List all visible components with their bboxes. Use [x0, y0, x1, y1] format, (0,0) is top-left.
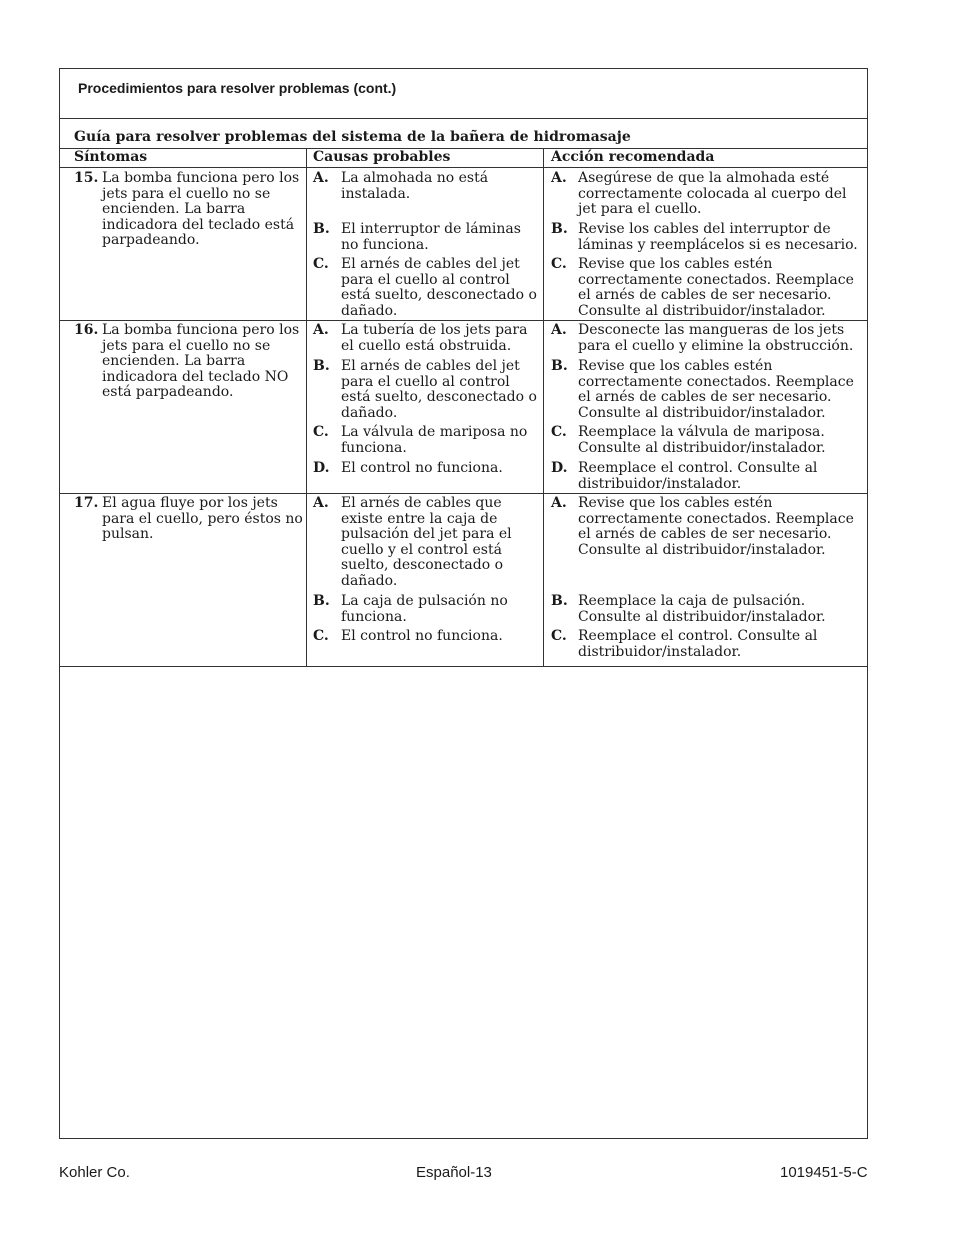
text-line: jets para el cuello no se [102, 337, 271, 354]
text-line: está parpadeando. [102, 384, 234, 400]
text-line: correctamente conectados. Reemplace [578, 510, 854, 527]
text-line: suelto, desconectado o [341, 557, 504, 573]
text-line: dañado. [341, 572, 398, 589]
text-line: encienden. La barra [102, 353, 246, 369]
cause-text [341, 359, 541, 421]
action-letter: A. [551, 322, 567, 338]
text-line: Reemplace la caja de pulsación. [578, 593, 806, 609]
action-text [578, 222, 868, 253]
text-line: pulsan. [102, 526, 154, 542]
action-text [578, 594, 868, 625]
text-line: distribuidor/instalador. [578, 475, 742, 492]
text-line: correctamente conectados. Reemplace [578, 373, 854, 390]
text-line: Consulte al distribuidor/instalador. [578, 302, 826, 319]
cause-letter: B. [313, 358, 330, 374]
action-letter: A. [551, 495, 567, 511]
text-line: La almohada no está [341, 170, 489, 186]
action-letter: D. [551, 460, 568, 476]
text-line: Asegúrese de que la almohada esté [578, 170, 830, 186]
column-divider [306, 148, 307, 666]
table-bottom-divider [60, 666, 868, 667]
cause-text [341, 629, 541, 645]
header-causes: Causas probables [313, 149, 451, 165]
cause-letter: B. [313, 221, 330, 237]
symptom-text [102, 323, 302, 401]
header-symptoms: Síntomas [74, 149, 148, 165]
cause-letter: D. [313, 460, 330, 476]
text-line: Revise que los cables estén [578, 495, 773, 511]
text-line: indicadora del teclado NO [102, 368, 289, 385]
action-text [578, 461, 868, 492]
cause-text [341, 257, 541, 319]
text-line: Consulte al distribuidor/instalador. [578, 404, 826, 421]
header-actions: Acción recomendada [551, 149, 715, 165]
text-line: indicadora del teclado está [102, 216, 295, 233]
text-line: no funciona. [341, 236, 429, 253]
text-line: Revise los cables del interruptor de [578, 221, 831, 237]
text-line: jets para el cuello no se [102, 185, 271, 202]
header-divider [60, 167, 868, 168]
cause-letter: A. [313, 170, 329, 186]
text-line: funciona. [341, 608, 407, 625]
text-line: Desconecte las mangueras de los jets [578, 322, 845, 338]
action-text [578, 496, 868, 558]
text-line: el arnés de cables de ser necesario. [578, 526, 832, 542]
text-line: Reemplace la válvula de mariposa. [578, 424, 825, 440]
section-title: Procedimientos para resolver problemas (cont.) [78, 80, 397, 96]
text-line: está suelto, desconectado o [341, 287, 537, 303]
text-line: correctamente conectados. Reemplace [578, 271, 854, 288]
row-number: 17. [74, 495, 99, 511]
cause-letter: A. [313, 322, 329, 338]
cause-letter: C. [313, 424, 329, 440]
text-line: está suelto, desconectado o [341, 389, 537, 405]
action-letter: A. [551, 170, 567, 186]
text-line: láminas y reemplácelos si es necesario. [578, 236, 858, 253]
action-text [578, 257, 868, 319]
text-line: La bomba funciona pero los [102, 322, 300, 338]
text-line: La válvula de mariposa no [341, 424, 528, 440]
text-line: el arnés de cables de ser necesario. [578, 287, 832, 303]
guide-title: Guía para resolver problemas del sistema de la bañera de hidromasaje [74, 129, 631, 145]
text-line: El arnés de cables que [341, 495, 502, 511]
cause-text [341, 323, 541, 354]
footer-document-code: 1019451-5-C [780, 1164, 868, 1181]
action-letter: B. [551, 358, 568, 374]
text-line: El arnés de cables del jet [341, 256, 520, 272]
cause-text [341, 594, 541, 625]
text-line: La bomba funciona pero los [102, 170, 300, 186]
text-line: correctamente colocada al cuerpo del [578, 185, 847, 202]
text-line: La tubería de los jets para [341, 322, 528, 338]
text-line: existe entre la caja de [341, 510, 498, 527]
action-letter: B. [551, 593, 568, 609]
text-line: Consulte al distribuidor/instalador. [578, 439, 826, 456]
action-text [578, 323, 868, 354]
action-letter: C. [551, 628, 567, 644]
symptom-text [102, 496, 302, 543]
text-line: dañado. [341, 302, 398, 319]
text-line: Reemplace el control. Consulte al [578, 460, 818, 476]
text-line: encienden. La barra [102, 201, 246, 217]
cause-text [341, 425, 541, 456]
column-divider [543, 148, 544, 666]
text-line: Revise que los cables estén [578, 358, 773, 374]
text-line: cuello y el control está [341, 541, 502, 558]
cause-text [341, 222, 541, 253]
cause-text [341, 496, 541, 589]
action-text [578, 629, 868, 660]
cause-letter: B. [313, 593, 330, 609]
row-number: 16. [74, 322, 99, 338]
symptom-text [102, 171, 302, 249]
action-letter: C. [551, 424, 567, 440]
text-line: dañado. [341, 404, 398, 421]
text-line: distribuidor/instalador. [578, 643, 742, 660]
title-divider [60, 118, 868, 119]
cause-text [341, 461, 541, 477]
text-line: para el cuello al control [341, 373, 510, 390]
row-number: 15. [74, 170, 99, 186]
text-line: jet para el cuello. [578, 201, 702, 217]
text-line: para el cuello y elimine la obstrucción. [578, 337, 854, 354]
action-letter: C. [551, 256, 567, 272]
cause-text [341, 171, 541, 202]
guide-title-divider [60, 148, 868, 149]
row-divider [60, 320, 868, 321]
text-line: Revise que los cables estén [578, 256, 773, 272]
action-letter: B. [551, 221, 568, 237]
footer-company: Kohler Co. [59, 1164, 130, 1181]
text-line: Reemplace el control. Consulte al [578, 628, 818, 644]
text-line: pulsación del jet para el [341, 526, 512, 542]
text-line: El control no funciona. [341, 628, 503, 644]
text-line: La caja de pulsación no [341, 593, 508, 609]
action-text [578, 425, 868, 456]
text-line: funciona. [341, 439, 407, 456]
text-line: El agua fluye por los jets [102, 495, 278, 511]
text-line: el cuello está obstruida. [341, 337, 512, 354]
action-text [578, 171, 868, 218]
cause-letter: C. [313, 628, 329, 644]
text-line: Consulte al distribuidor/instalador. [578, 541, 826, 558]
text-line: Consulte al distribuidor/instalador. [578, 608, 826, 625]
text-line: El arnés de cables del jet [341, 358, 520, 374]
text-line: instalada. [341, 185, 411, 202]
cause-letter: A. [313, 495, 329, 511]
footer-page-number: Español-13 [416, 1164, 492, 1181]
text-line: el arnés de cables de ser necesario. [578, 389, 832, 405]
text-line: para el cuello, pero éstos no [102, 510, 303, 527]
row-divider [60, 493, 868, 494]
cause-letter: C. [313, 256, 329, 272]
text-line: parpadeando. [102, 232, 200, 248]
text-line: El control no funciona. [341, 460, 503, 476]
action-text [578, 359, 868, 421]
text-line: para el cuello al control [341, 271, 510, 288]
text-line: El interruptor de láminas [341, 221, 521, 237]
